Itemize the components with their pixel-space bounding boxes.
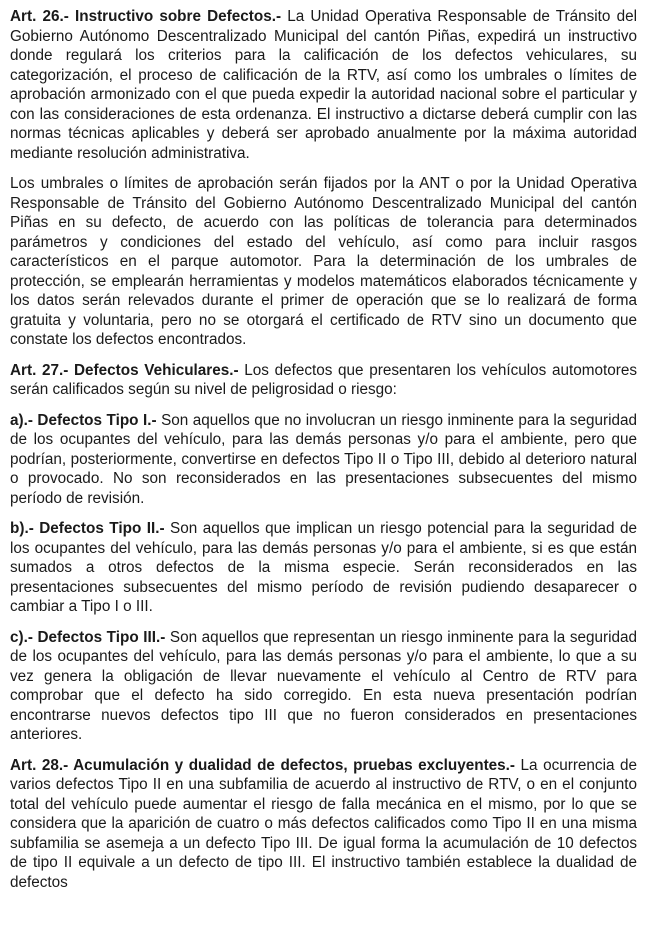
document-page <box>10 7 637 892</box>
tipo3-heading: c).- Defectos Tipo III.- <box>10 628 166 646</box>
art26-heading: Art. 26.- Instructivo sobre Defectos.- <box>10 8 282 25</box>
art28-heading: Art. 28.- Acumulación y dualidad de defectos, pruebas excluyentes.- <box>10 756 516 774</box>
tipo1-heading: a).- Defectos Tipo I.- <box>10 411 157 429</box>
tipo3-body: Son aquellos que representan un riesgo inminente para la seguridad de los ocupantes del vehículo, para las demás personas y/o para el ambiente, lo que a su vez genera la obligación de llevar nuevamente el vehículo al Centro de RTV para comprobar que el defecto ha sido corregido. En esta nueva presentación podrían encontrarse nuevos defectos tipo III que no fueron considerados en presentaciones anteriores. <box>10 628 638 743</box>
art27-paragraph <box>10 361 637 400</box>
art26-body: La Unidad Operativa Responsable de Tránsito del Gobierno Autónomo Descentralizado Municipal del cantón Piñas, expedirá un instructivo donde regulará los criterios para la calificación de los defectos vehiculares, su categorización, el proceso de calificación de la RTV, así como los umbrales o límites de aprobación armonizado con el que pueda expedir la autoridad nacional sobre el particular y con las consideraciones de esta ordenanza. El instructivo a dictarse deberá cumplir con las normas técnicas aplicables y deberá ser aprobado anualmente por la máxima autoridad mediante resolución administrativa. <box>10 8 637 162</box>
tipo1-paragraph <box>10 411 637 509</box>
tipo1-body: Son aquellos que no involucran un riesgo inminente para la seguridad de los ocupantes del vehículo, para las demás personas y/o para el ambiente, pero que podrían, posteriormente, convertirse en defectos Tipo II o Tipo III, debido al deterioro natural o provocado. No son reconsiderados en las presentaciones subsecuentes del mismo período de revisión. <box>10 411 637 507</box>
tipo2-heading: b).- Defectos Tipo II.- <box>10 520 165 537</box>
art26-paragraph-2: Los umbrales o límites de aprobación serán fijados por la ANT o por la Unidad Operativa Responsable de Tránsito del Gobierno Autónomo Descentralizado Municipal del cantón Piñas en su defecto, de acuerdo con las políticas de tolerancia para determinados parámetros y condiciones del estado del vehículo, así como para incluir rasgos característicos en el parque automotor. Para la determinación de los umbrales de protección, se emplearán herramientas y modelos matemáticos elaborados técnicamente y los datos serán relevados durante el primer de operación que se lo realizará de forma gratuita y voluntaria, pero no se otorgará el certificado de RTV sino un documento que constate los defectos encontrados. <box>10 175 637 348</box>
tipo2-paragraph <box>10 519 637 617</box>
art28-paragraph <box>10 756 637 893</box>
art27-body: Los defectos que presentaren los vehículos automotores serán calificados según su nivel de peligrosidad o riesgo: <box>10 361 637 398</box>
tipo2-body: Son aquellos que implican un riesgo potencial para la seguridad de los ocupantes del vehículo, para las demás personas y/o para el ambiente, si es que están sumados a otros defectos de la misma especie. Serán reconsiderados en las presentaciones subsecuentes del mismo período de revisión pudiendo desaparecer o cambiar a Tipo I o III. <box>10 520 637 615</box>
art28-body: La ocurrencia de varios defectos Tipo II en una subfamilia de acuerdo al instructivo de RTV, o en el conjunto total del vehículo puede aumentar el riesgo de falla mecánica en el mismo, por lo que se considera que la aparición de cuatro o más defectos calificados como Tipo II en una misma subfamilia se asemeja a un defecto Tipo III. De igual forma la acumulación de 10 defectos de tipo II equivale a un defecto de tipo III. El instructivo también establece la dualidad de defectos <box>10 756 638 891</box>
tipo3-paragraph <box>10 628 637 745</box>
art26-paragraph <box>10 7 637 163</box>
art27-heading: Art. 27.- Defectos Vehiculares.- <box>10 361 239 379</box>
